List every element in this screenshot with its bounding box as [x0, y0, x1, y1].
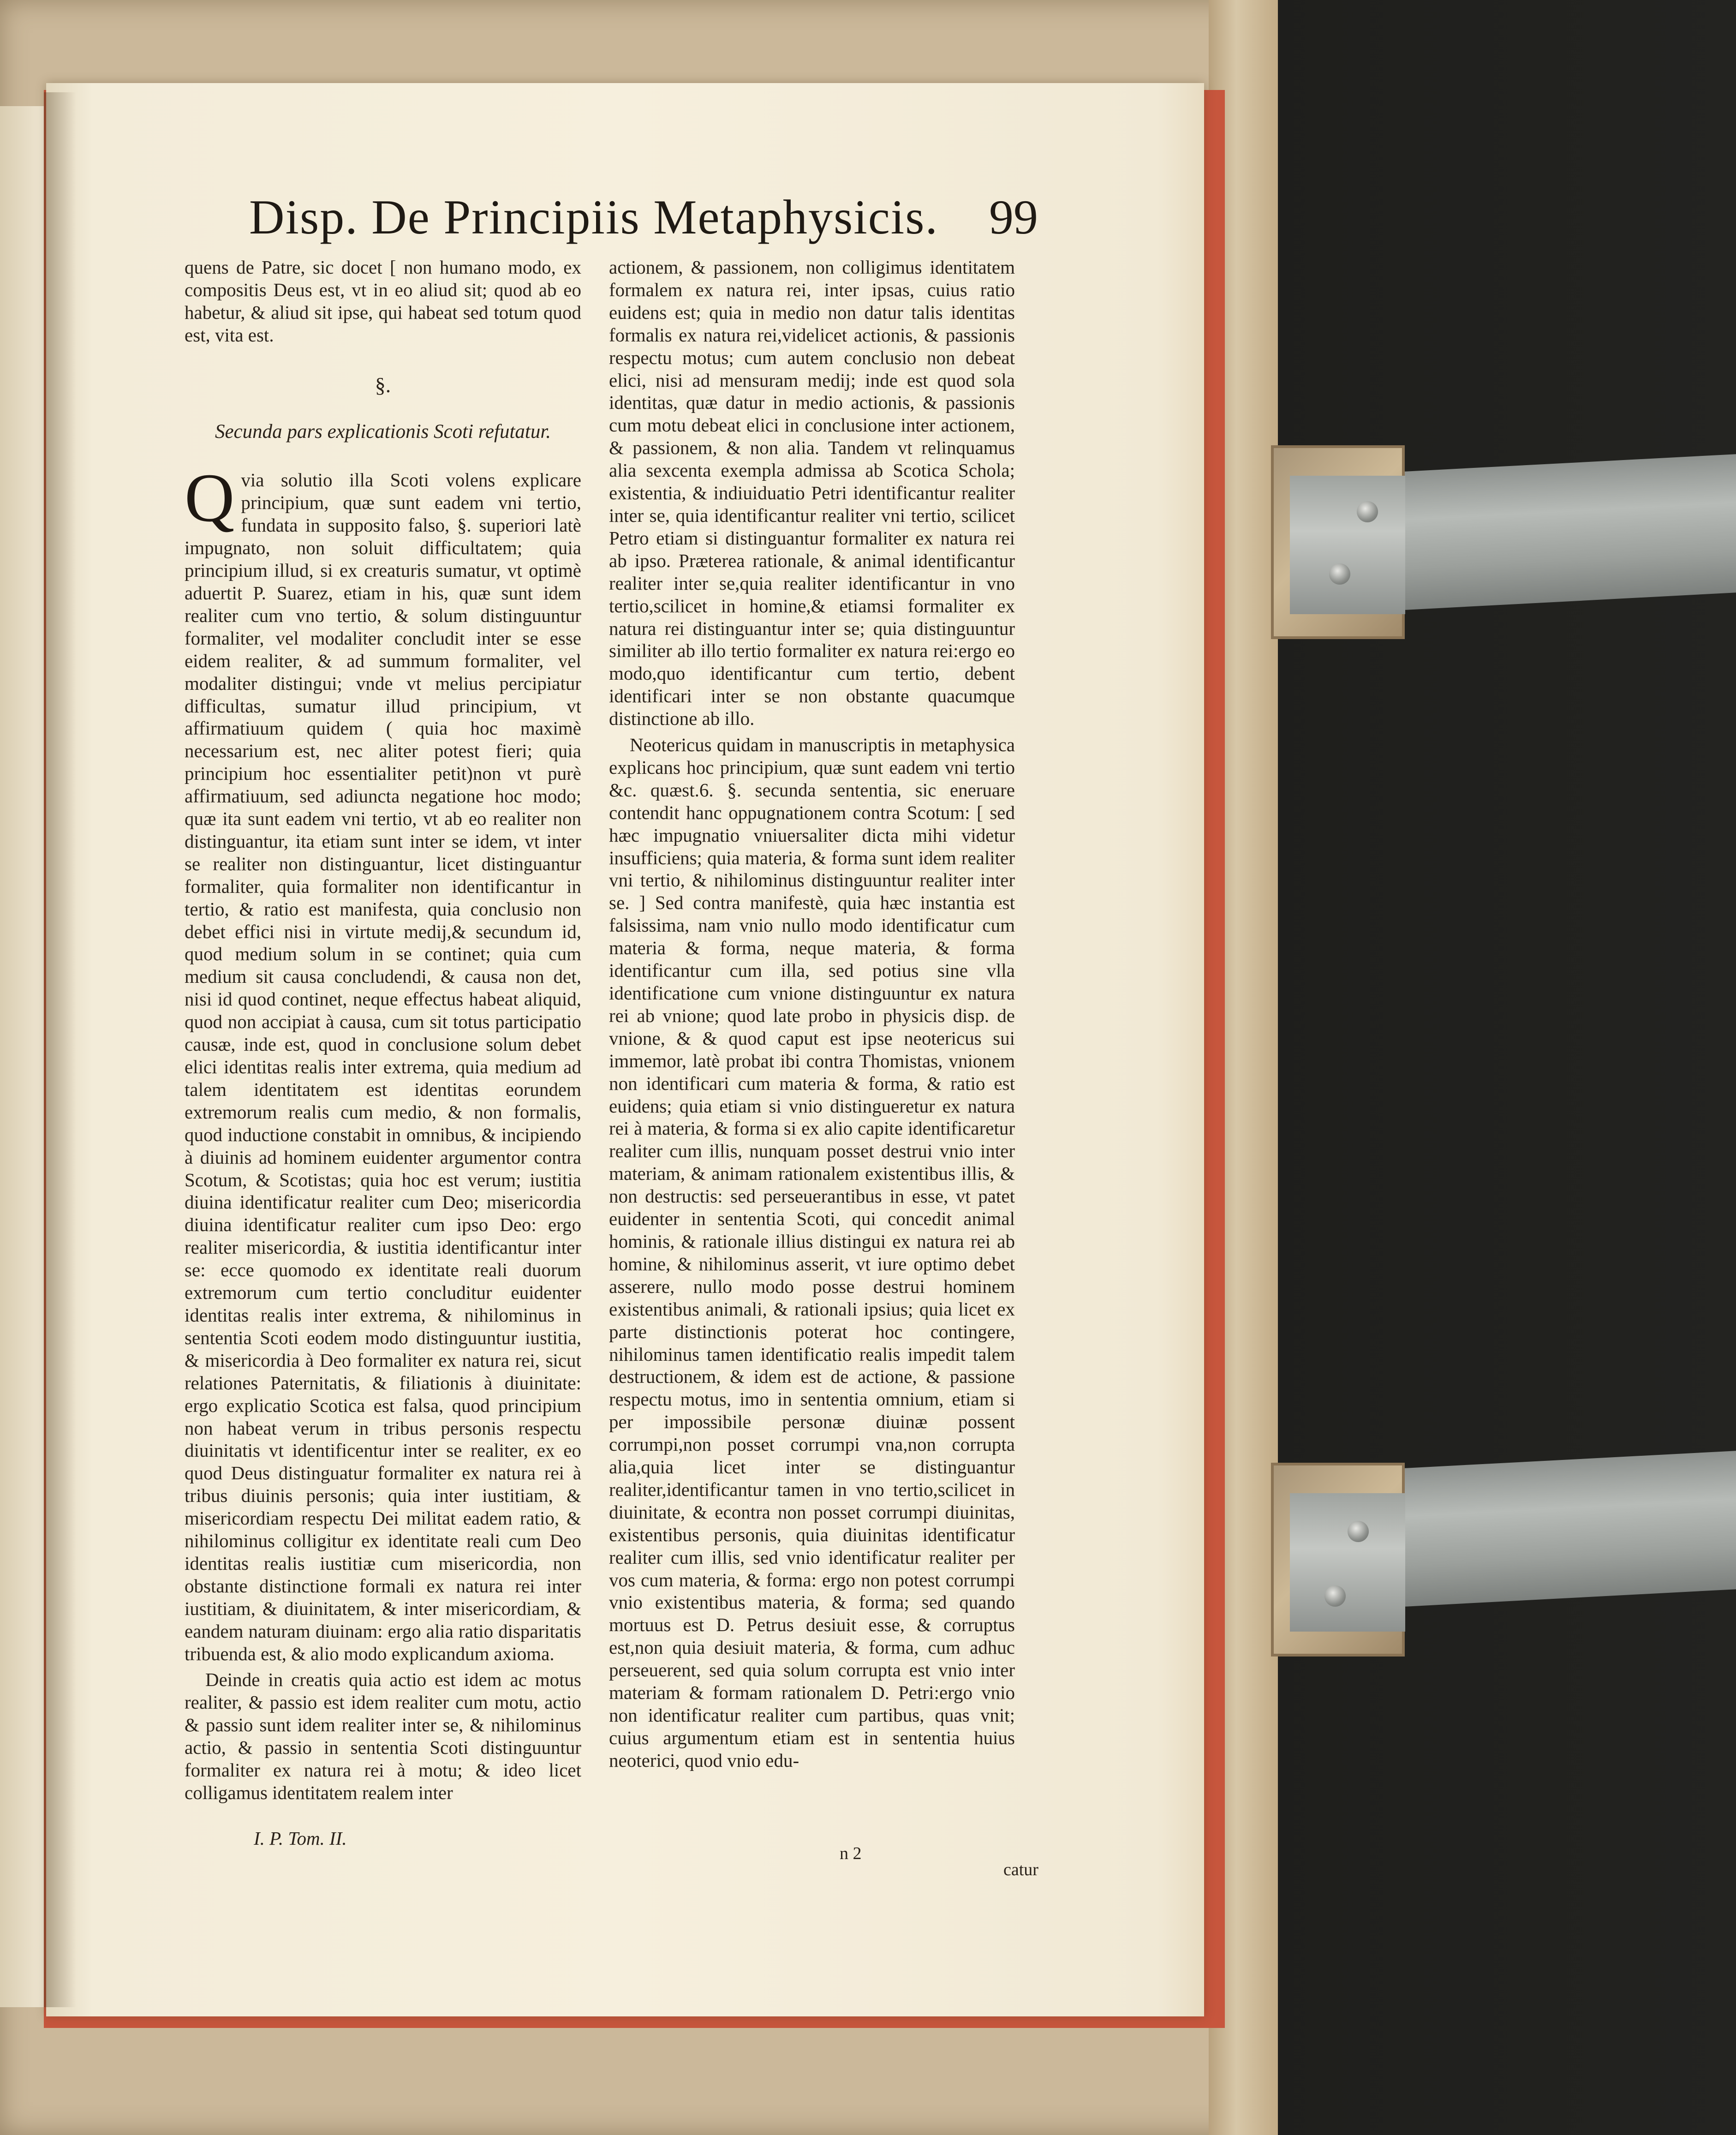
- section-heading: Secunda pars explicationis Scoti refutatur.: [215, 420, 551, 443]
- gutter-shadow: [44, 92, 76, 2007]
- rivet-icon: [1357, 501, 1378, 522]
- opening-paragraph: quens de Patre, sic docet [ non humano modo, ex compositis Deus est, vt in eo aliud sit; quod ab eo habetur, & aliud sit ipse, qui habeat sed totum quod est, vita est.: [185, 257, 581, 346]
- drop-capital: Q: [185, 460, 235, 537]
- upper-clasp-metal: [1290, 476, 1405, 614]
- page-number: 99: [989, 190, 1038, 244]
- signature-mark: n 2: [840, 1844, 862, 1863]
- rivet-icon: [1329, 563, 1350, 585]
- right-text-column: [609, 256, 1015, 1776]
- volume-signature: I. P. Tom. II.: [254, 1828, 347, 1849]
- left-text-column: [185, 256, 581, 1808]
- catchword: catur: [1003, 1860, 1038, 1879]
- section-mark: §.: [375, 373, 391, 397]
- paragraph-neotericus: Neotericus quidam in manuscriptis in metaphysica explicans hoc principium, quæ sunt eadem vni tertio &c. quæst.6. §. secunda sententia, sic eneruare contendit hanc oppugnationem contra Scotum: [ sed hæc impugnatio vniuersaliter dicta mihi videtur insufficiens; quia materia, & forma sunt idem realiter vni tertio, & nihilominus distinguuntur realiter inter se. ] Sed contra manifestè, quia hæc instantia est falsissima, nam vnio nullo modo identificatur cum materia & forma, neque materia, & forma identificantur cum illa, sed potius sine vlla identificatione cum vnione distinguuntur ex natura rei ab vnione; quod late probo in physicis disp. de vnione, & & quod caput est ipse neotericus sui immemor, latè probat ibi contra Thomistas, vnionem non identificari cum materia & forma, & ratio est euidens; quia etiam si vnio distingueretur ex natura rei à materia, & forma si ex alio capite identificaretur realiter cum illis, nunquam posset destrui vnio inter materiam, & animam rationalem existentibus illis, & non destructis: sed perseuerantibus in esse, vt patet euidenter in sententia Scoti, qui concedit animal hominis, & rationale illius distingui ex natura rei ab homine, & nihilominus asserit, vt iure optimo debet asserere, nullo modo posse destrui hominem existentibus animali, & rationali ipsius; quia licet ex parte distinctionis poterat hoc contingere, nihilominus tamen identificatio realis impedit talem destructionem, & idem est de actione, & passione respectu motus, imo in sententia omnium, etiam si per impossibile personæ diuinæ possent corrumpi,non posset corrumpi vna,non corrupta alia,quia licet inter se distinguantur realiter,identificantur tamen in vno tertio,scilicet in diuinitate, & econtra non posset corrumpi diuinitas, existentibus personis, quia diuinitas identificatur realiter cum illis, sed vnio identificatur realiter per vos cum materia, & forma: ergo non potest corrumpi vnio existentibus materia, & forma; sed quando mortuus est D. Petrus desiuit esse, & corruptus est,non quia desiuit materia, & forma, cum adhuc perseuerent, sed quia solum corrupta est vnio inter materiam & formam rationalem D. Petri:ergo vnio non identificatur realiter cum partibus, quas vnit; cuius argumentum etiam est in sententia huius neoterici, quod vnio edu-: [609, 734, 1015, 1771]
- rivet-icon: [1324, 1585, 1346, 1607]
- paragraph-actionem: actionem, & passionem, non colligimus identitatem formalem ex natura rei, inter ipsas, cuius ratio euidens est; quia in medio non datur talis identitas formalis ex natura rei,videlicet actionis, & passionis respectu motus; cum autem conclusio non debeat elici, nisi ad mensuram medij; inde est quod sola identitas, quæ datur in medio actionis, & passionis cum motu debeat elici in conclusione inter actionem, & passionem, & non alia. Tandem vt relinquamus alia sexcenta exempla admissa ab Scotica Schola; existentia, & indiuiduatio Petri identificantur realiter inter se, quia identificantur realiter vni tertio, scilicet Petro etiam si distinguantur formaliter ex natura rei ab ipso. Præterea rationale, & animal identificantur realiter inter se,quia realiter identificantur in vno tertio,scilicet in homine,& etiamsi formaliter ex natura rei distinguantur inter se; quia distinguuntur similiter ab illo tertio formaliter ex natura rei:ergo eo modo,quo identificantur cum tertio, debent identificari inter se non obstante quacumque distinctione ab illo.: [609, 257, 1015, 730]
- left-page-edge: [0, 106, 44, 2007]
- lower-clasp-metal: [1290, 1493, 1405, 1632]
- running-title: Disp. De Principiis Metaphysicis.: [249, 190, 938, 244]
- rivet-icon: [1348, 1521, 1369, 1542]
- paragraph-deinde: Deinde in creatis quia actio est idem ac motus realiter, & passio est idem realiter cum motu, actio & passio sunt idem realiter inter se, & nihilominus actio, & passio in sententia Scoti distinguuntur formaliter ex natura rei à motu; & ideo licet colligamus identitatem realem inter: [185, 1669, 581, 1803]
- lower-clasp-plate: [1271, 1463, 1405, 1657]
- paragraph-text: via solutio illa Scoti volens explicare principium, quæ sunt eadem vni tertio, fundata in supposito falso, §. superiori latè impugnato, non soluit difficultatem; quia principium illud, si ex creaturis sumatur, vt optimè aduertit P. Suarez, etiam in his, quæ sunt idem realiter cum vno tertio, & solum distinguuntur formaliter, vel modaliter concludit inter se esse eidem realiter, & ad summum formaliter, vel modaliter distingui; vnde vt melius percipiatur difficultas, sumatur illud principium, vt affirmatiuum quidem ( quia hoc maximè necessarium est, nec aliter potest fieri; quia principium hoc essentialiter petit)non vt purè affirmatiuum, sed adiuncta negatione hoc modo; quæ ita sunt eadem vni tertio, vt ab eo realiter non distinguantur, ita etiam sunt inter se idem, vt inter se realiter non distinguantur, licet distinguantur formaliter, quia formaliter non identificantur in tertio, & ratio est manifesta, quia conclusio non debet effici nisi in virtute medij,& secundum id, quod medium solum in se continet; quia cum medium sit causa concludendi, & causa non det, nisi id quod continet, neque effectus habeat aliquid, quod non accipiat à causa, cum sit totus participatio causæ, inde est, quod in conclusione solum debet elici identitas realis inter extrema, quia medium ad talem identitatem est identitas eorundem extremorum realis cum medio, & non formalis, quod inductione constabit in omnibus, & incipiendo à diuinis ad hominem euidenter argumentor contra Scotum, & Scotistas; quia hoc est verum; iustitia diuina identificatur realiter cum Deo; misericordia diuina identificatur realiter cum ipso Deo: ergo realiter misericordia, & iustitia identificantur inter se: ecce quomodo ex identitate reali duorum extremorum cum tertio concluditur euidenter identitas realis inter extrema, & nihilominus in sententia Scoti eodem modo distinguuntur iustitia, & misericordia à Deo formaliter ex natura rei, sicut relationes Paternitatis, & filiationis à diuinitate: ergo explicatio Scotica est falsa, quod principium non habeat verum in tribus personis respectu diuinitatis vt identificentur inter se realiter, ex eo quod Deus distinguatur formaliter ex natura rei à tribus diuinis personis; quia inter iustitiam, & misericordiam respectu Dei militat eadem ratio, & nihilominus colligitur ex identitate reali cum Deo identitas realis iustitiæ cum misericordia, non obstante distinctione formali ex natura rei inter iustitiam, & diuinitatem, & inter misericordiam, & eandem naturam diuinam: ergo alia ratio disparitatis tribuenda est, & alio modo explicandum axioma.: [185, 469, 581, 1664]
- paragraph-quia-solutio: [185, 460, 581, 1665]
- upper-clasp-plate: [1271, 445, 1405, 639]
